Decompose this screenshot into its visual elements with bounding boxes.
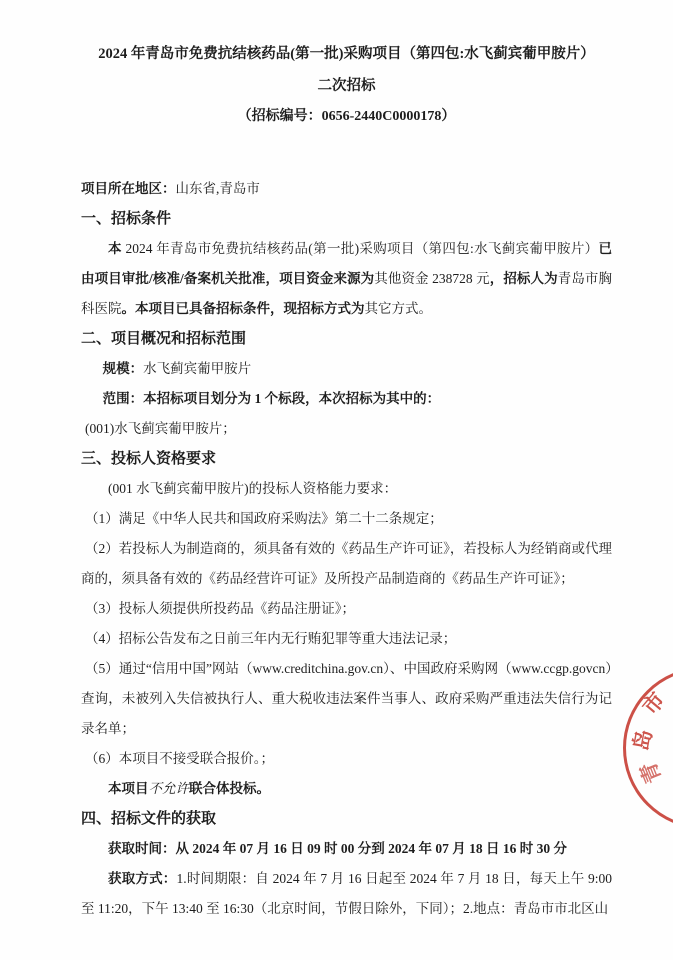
range-label: 范围： (102, 391, 144, 406)
requirement-item-3: （3）投标人须提供所投药品《药品注册证》； (85, 601, 355, 616)
obtain-time-line (81, 834, 612, 864)
text-run: 其他资金 238728 元 (374, 271, 490, 286)
section-1-paragraph (81, 234, 612, 324)
text-run-italic: 不允许 (148, 781, 189, 796)
obtain-time-label: 获取时间： (108, 841, 176, 856)
obtain-method-line (81, 864, 612, 924)
seal-character: 市 (637, 687, 670, 720)
obtain-time-value: 从 2024 年 07 月 16 日 09 时 00 分到 2024 年 07 月 18 日 16 时 30 分 (175, 841, 567, 856)
document-title-line-1: 2024 年青岛市免费抗结核药品(第一批)采购项目（第四包:水飞蓟宾葡甲胺片） (98, 46, 595, 62)
document-title-line-2: 二次招标 (317, 78, 376, 94)
seal-character: 岛 (629, 727, 657, 753)
scale-line (81, 354, 612, 384)
project-location-label: 项目所在地区： (81, 181, 176, 196)
requirement-item-6: （6）本项目不接受联合报价。； (85, 751, 274, 766)
section-1-heading: 一、招标条件 (81, 211, 172, 227)
text-run: 联合体投标。 (189, 781, 270, 796)
text-run: 2024 年青岛市免费抗结核药品(第一批)采购项目（第四包:水飞蓟宾葡甲胺片） (125, 241, 599, 256)
requirement-item-2: （2）若投标人为制造商的，须具备有效的《药品生产许可证》，若投标人为经销商或代理商的，须具备有效的《药品经营许可证》及所投产品制造商的《药品生产许可证》； (81, 541, 612, 586)
requirement-item-1: （1）满足《中华人民共和国政府采购法》第二十二条规定； (85, 511, 443, 526)
range-line (81, 384, 612, 414)
project-location-line (81, 174, 612, 204)
obtain-method-value: 1.时间期限：自 2024 年 7 月 16 日起至 2024 年 7 月 18 日，每天上午 9:00 至 11:20，下午 13:40 至 16:30（北京时间，节假日除外，下同）；2.地点：青岛市市北区山 (81, 871, 612, 916)
section-2-heading: 二、项目概况和招标范围 (81, 331, 247, 347)
text-run: 本项目 (108, 781, 149, 796)
range-value: 本招标项目划分为 1 个标段，本次招标为其中的： (143, 391, 441, 406)
joint-venture-line (81, 774, 612, 804)
seal-character: 青 (635, 758, 666, 787)
qualification-intro: (001 水飞蓟宾葡甲胺片)的投标人资格能力要求： (108, 481, 398, 496)
text-run: 青岛市胸科医院 (81, 271, 613, 316)
requirement-item-4: （4）招标公告发布之日前三年内无行贿犯罪等重大违法记录； (85, 631, 457, 646)
lot-line: (001)水飞蓟宾葡甲胺片； (85, 421, 236, 436)
text-run: ，招标人为 (489, 271, 558, 286)
requirement-item-5: （5）通过“信用中国”网站（www.creditchina.gov.cn）、中国政府采购网（www.ccgp.govcn）查询，未被列入失信被执行人、重大税收违法案件当事人、政府采购严重违法失信行为记录名单； (81, 661, 612, 736)
scale-label: 规模： (102, 361, 144, 376)
document-title-block (81, 38, 612, 132)
text-run: 其它方式。 (364, 301, 432, 316)
section-4-heading: 四、招标文件的获取 (81, 811, 217, 827)
scale-value: 水飞蓟宾葡甲胺片 (143, 361, 252, 376)
text-run: 。本项目已具备招标条件，现招标方式为 (121, 301, 365, 316)
text-run: 本 (108, 241, 126, 256)
text-run: 已由项目审批/核准/备案机关批准，项目资金来源为 (81, 241, 612, 286)
tender-number: （招标编号：0656-2440C0000178） (237, 109, 456, 124)
project-location-value: 山东省,青岛市 (175, 181, 260, 196)
obtain-method-label: 获取方式： (108, 871, 177, 886)
section-3-heading: 三、投标人资格要求 (81, 451, 217, 467)
